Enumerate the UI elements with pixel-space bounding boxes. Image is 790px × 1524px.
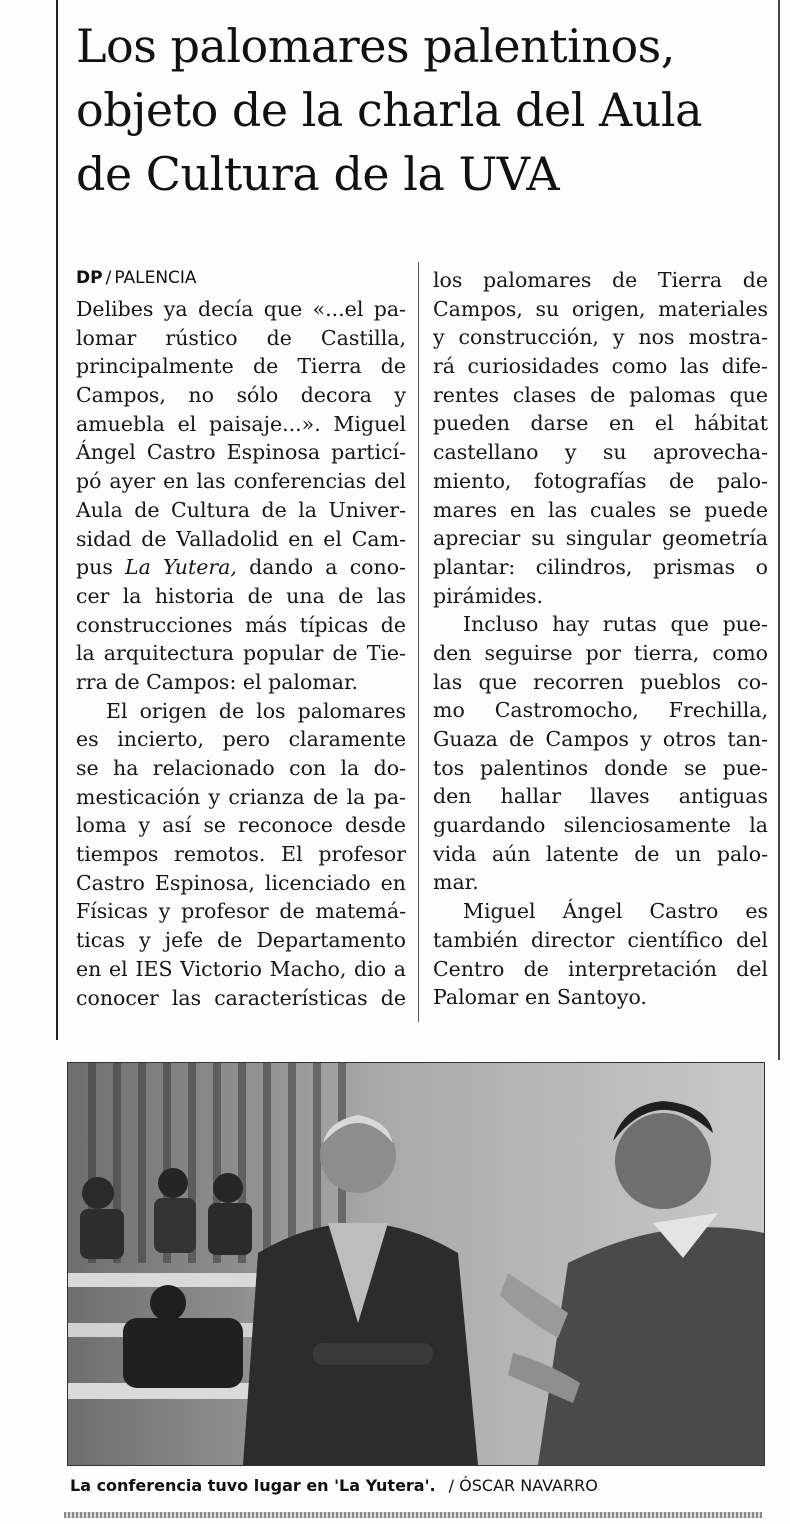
text-line: en el IES Victorio Macho, dio a bbox=[76, 956, 406, 981]
text-line: Delibes ya decía que «...el pa- bbox=[76, 297, 406, 321]
left-frame-rule bbox=[56, 0, 58, 1040]
campus-name-italic: La Yutera, bbox=[125, 555, 237, 580]
column-divider bbox=[418, 262, 419, 1022]
paragraph-first-line: Miguel Ángel Castro es bbox=[463, 899, 768, 924]
paragraph-first-line: El origen de los palomares bbox=[106, 698, 406, 723]
text-line: mar. bbox=[433, 870, 479, 895]
text-line: cer la historia de una de las bbox=[76, 583, 406, 608]
text-line: mesticación y crianza de la pa- bbox=[76, 784, 406, 809]
text-line: Aula de Cultura de la Univer- bbox=[76, 497, 406, 522]
text-line: también director científico del bbox=[433, 927, 768, 952]
text-line: guardando silenciosamente la bbox=[433, 813, 768, 838]
text-line: mares en las cuales se puede bbox=[433, 497, 768, 522]
byline-source: DP bbox=[76, 268, 103, 288]
text-line: tos palentinos donde se pue- bbox=[433, 755, 768, 780]
text-line: Centro de interpretación del bbox=[433, 956, 768, 981]
text-line: plantar: cilindros, prismas o bbox=[433, 554, 768, 579]
article-headline bbox=[76, 14, 766, 206]
text-line: Físicas y profesor de matemá- bbox=[76, 899, 406, 924]
bottom-border-rule bbox=[64, 1512, 762, 1518]
text-line: ticas y jefe de Departamento bbox=[76, 928, 406, 953]
text-line: den seguirse por tierra, como bbox=[433, 640, 768, 665]
right-frame-rule bbox=[778, 0, 780, 1060]
text-line: apreciar su singular geometría bbox=[433, 526, 768, 551]
headline-line: de Cultura de la UVA bbox=[76, 147, 560, 201]
text-line: vida aún latente de un palo- bbox=[433, 841, 768, 866]
text-line: den hallar llaves antiguas bbox=[433, 784, 768, 809]
text-line: pó ayer en las conferencias del bbox=[76, 469, 406, 494]
text-line: los palomares de Tierra de bbox=[433, 268, 768, 292]
article-photo bbox=[67, 1062, 765, 1466]
text-line: conocer las características de bbox=[76, 985, 406, 1010]
text-line: construcciones más típicas de bbox=[76, 612, 406, 637]
photo-credit: ÓSCAR NAVARRO bbox=[459, 1476, 598, 1495]
text-line: pueden darse en el hábitat bbox=[433, 411, 768, 436]
text-line: Ángel Castro Espinosa particí- bbox=[76, 440, 406, 465]
text-line: rentes clases de palomas que bbox=[433, 382, 768, 407]
byline-location: PALENCIA bbox=[114, 268, 197, 288]
text-line: es incierto, pero claramente bbox=[76, 727, 406, 752]
caption-separator: / bbox=[448, 1476, 455, 1495]
text-line: Guaza de Campos y otros tan- bbox=[433, 727, 768, 751]
text-line: rá curiosidades como las dife- bbox=[433, 354, 768, 379]
article-column-right bbox=[433, 266, 768, 1012]
byline bbox=[76, 268, 197, 288]
paragraph-first-line: Incluso hay rutas que pue- bbox=[463, 612, 768, 637]
text-line bbox=[76, 553, 406, 582]
headline-line: Los palomares palentinos, bbox=[76, 19, 675, 73]
text-line: loma y así se reconoce desde bbox=[76, 813, 406, 838]
text-line: se ha relacionado con la do- bbox=[76, 756, 406, 780]
text-line: la arquitectura popular de Tie- bbox=[76, 641, 406, 666]
text-line: Campos, su origen, materiales bbox=[433, 296, 768, 321]
text-line: amuebla el paisaje...». Miguel bbox=[76, 411, 406, 436]
photo-illustration bbox=[68, 1063, 764, 1465]
caption-text: La conferencia tuvo lugar en 'La Yutera'. bbox=[70, 1476, 436, 1495]
text-line: rra de Campos: el palomar. bbox=[76, 669, 359, 694]
headline-line: objeto de la charla del Aula bbox=[76, 83, 703, 137]
byline-separator: / bbox=[105, 268, 112, 288]
text-line: lomar rústico de Castilla, bbox=[76, 325, 406, 350]
text-line: castellano y su aprovecha- bbox=[433, 440, 768, 465]
text-line: y construcción, y nos mostra- bbox=[433, 325, 768, 350]
text-line: las que recorren pueblos co- bbox=[433, 669, 768, 694]
text-line-part: pus La Yutera, dando a cono- bbox=[76, 555, 406, 580]
text-line: Castro Espinosa, licenciado en bbox=[76, 870, 406, 895]
text-line: Palomar en Santoyo. bbox=[433, 985, 647, 1010]
text-line: mo Castromocho, Frechilla, bbox=[433, 698, 768, 723]
text-line: Campos, no sólo decora y bbox=[76, 383, 406, 408]
text-line: tiempos remotos. El profesor bbox=[76, 842, 406, 867]
text-line: pirámides. bbox=[433, 583, 543, 608]
article-column-left bbox=[76, 295, 406, 1012]
text-line: principalmente de Tierra de bbox=[76, 354, 406, 379]
text-line: miento, fotografías de palo- bbox=[433, 468, 768, 493]
photo-caption bbox=[70, 1476, 598, 1495]
text-line: sidad de Valladolid en el Cam- bbox=[76, 526, 406, 551]
